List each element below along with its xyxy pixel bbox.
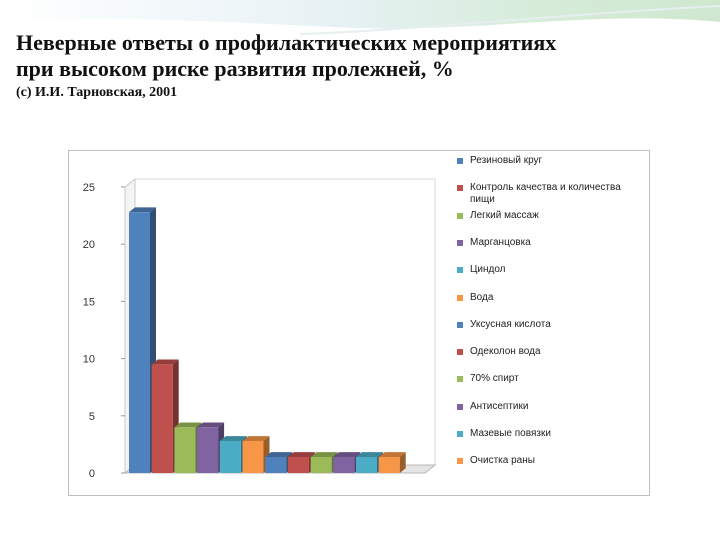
legend-swatch: [457, 404, 463, 410]
title-block: [16, 30, 706, 102]
legend-swatch: [457, 158, 463, 164]
legend-label: Очистка раны: [470, 455, 535, 467]
page-title-line-1: Неверные ответы о профилактических мероприятиях: [16, 30, 557, 55]
page-subtitle: (с) И.И. Тарновская, 2001: [16, 85, 178, 100]
bar: [311, 457, 332, 473]
legend-label: 70% спирт: [470, 373, 519, 385]
bar: [129, 212, 150, 473]
legend-swatch: [457, 213, 463, 219]
legend-label: Мазевые повязки: [470, 428, 551, 439]
bar: [333, 457, 354, 473]
bar: [243, 441, 264, 473]
legend-swatch: [457, 376, 463, 382]
bar: [288, 457, 309, 473]
bar: [174, 427, 195, 473]
legend-label: Уксусная кислота: [470, 318, 551, 330]
legend-label: Вода: [470, 291, 494, 303]
bar: [220, 441, 241, 473]
bar: [152, 364, 173, 473]
legend-swatch: [457, 431, 463, 437]
bar: [379, 457, 400, 473]
legend-label: Легкий массаж: [470, 209, 539, 221]
legend-label: Резиновый круг: [470, 155, 543, 166]
back-wall: [135, 179, 435, 465]
y-tick-label: 25: [82, 182, 95, 194]
legend-swatch: [457, 185, 463, 191]
legend-label: Антисептики: [470, 400, 529, 412]
legend-label: Марганцовка: [470, 236, 531, 248]
y-tick-label: 0: [88, 468, 95, 480]
bar: [356, 457, 377, 473]
bar: [197, 427, 218, 473]
legend-swatch: [457, 458, 463, 464]
y-tick-label: 5: [88, 410, 95, 423]
legend-swatch: [457, 349, 463, 355]
legend-swatch: [457, 322, 463, 328]
legend-swatch: [457, 267, 463, 273]
y-tick-label: 20: [82, 239, 95, 252]
legend-label: Контроль качества и количества пищи: [470, 182, 621, 206]
bar: [265, 457, 286, 473]
y-tick-label: 15: [82, 296, 95, 309]
legend-swatch: [457, 240, 463, 246]
page-title-line-2: при высоком риске развития пролежней, %: [16, 56, 454, 81]
legend-swatch: [457, 295, 463, 301]
legend-label: Одеколон вода: [470, 346, 541, 358]
chart-container: [68, 150, 650, 496]
y-tick-label: 10: [82, 353, 95, 366]
legend-label: Циндол: [470, 264, 506, 276]
